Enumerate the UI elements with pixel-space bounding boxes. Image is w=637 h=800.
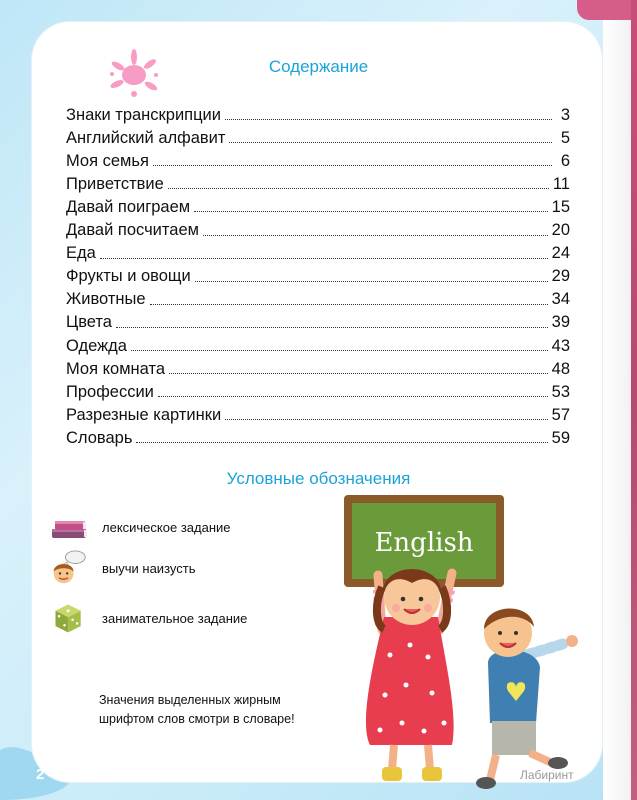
toc-item[interactable] xyxy=(66,262,570,285)
legend-item-entertaining xyxy=(46,600,247,636)
legend-item-lexical xyxy=(46,509,231,545)
children-with-board-illustration xyxy=(340,495,600,795)
toc-item-page: 11 xyxy=(552,174,570,193)
toc-leader-dots xyxy=(195,281,548,282)
toc-item[interactable] xyxy=(66,146,570,169)
toc-item[interactable] xyxy=(66,123,570,146)
toc-item-label: Цвета xyxy=(66,313,112,332)
toc-item[interactable] xyxy=(66,215,570,238)
toc-leader-dots xyxy=(225,119,552,120)
toc-item-page: 48 xyxy=(551,359,570,378)
toc-leader-dots xyxy=(169,373,548,374)
toc-item[interactable] xyxy=(66,192,570,215)
toc-item-label: Одежда xyxy=(66,336,127,355)
toc-item-label: Знаки транскрипции xyxy=(66,105,221,124)
toc-item[interactable] xyxy=(66,239,570,262)
contents-title: Содержание xyxy=(268,57,369,76)
toc-item[interactable] xyxy=(66,308,570,331)
thinking-child-icon xyxy=(46,550,92,586)
toc-item-page: 15 xyxy=(551,197,570,216)
table-of-contents xyxy=(66,100,570,446)
legend-label: занимательное задание xyxy=(102,610,248,626)
toc-item-page: 5 xyxy=(560,128,570,147)
dictionary-note xyxy=(99,691,359,729)
page-number: 2 xyxy=(36,766,45,783)
toc-item[interactable] xyxy=(66,377,570,400)
toc-leader-dots xyxy=(131,350,548,351)
toc-item-page: 6 xyxy=(560,151,570,170)
books-icon xyxy=(46,509,92,545)
toc-item[interactable] xyxy=(66,423,570,446)
toc-item-page: 53 xyxy=(551,382,570,401)
toc-item-label: Английский алфавит xyxy=(66,128,226,147)
toc-leader-dots xyxy=(158,396,548,397)
toc-leader-dots xyxy=(225,419,547,420)
toc-leader-dots xyxy=(150,304,548,305)
toc-item-page: 34 xyxy=(551,290,570,309)
toc-item-label: Разрезные картинки xyxy=(66,405,222,424)
book-edge xyxy=(631,0,637,800)
toc-item-label: Давай посчитаем xyxy=(66,221,199,240)
toc-item[interactable] xyxy=(66,331,570,354)
legend-item-memorize xyxy=(46,550,195,586)
toc-item-label: Приветствие xyxy=(66,174,164,193)
toc-item-label: Фрукты и овощи xyxy=(66,267,191,286)
legend-title: Условные обозначения xyxy=(226,469,411,488)
toc-leader-dots xyxy=(100,258,548,259)
toc-item-page: 43 xyxy=(551,336,570,355)
toc-item-label: Животные xyxy=(66,290,146,309)
toc-item[interactable] xyxy=(66,285,570,308)
toc-item-label: Словарь xyxy=(66,428,133,447)
legend-label: выучи наизусть xyxy=(102,560,196,576)
toc-item-page: 57 xyxy=(551,405,570,424)
toc-leader-dots xyxy=(116,327,548,328)
toc-leader-dots xyxy=(136,442,547,443)
dice-icon xyxy=(46,600,92,636)
top-corner-tab xyxy=(577,0,637,20)
note-line: Значения выделенных жирным xyxy=(99,693,281,707)
toc-item-page: 59 xyxy=(551,428,570,447)
toc-leader-dots xyxy=(203,235,548,236)
toc-item-page: 20 xyxy=(551,221,570,240)
toc-item[interactable] xyxy=(66,169,570,192)
toc-leader-dots xyxy=(229,142,552,143)
note-line: шрифтом слов смотри в словаре! xyxy=(99,712,295,726)
toc-item-label: Моя комната xyxy=(66,359,166,378)
toc-item[interactable] xyxy=(66,400,570,423)
toc-item-page: 39 xyxy=(551,313,570,332)
toc-item[interactable] xyxy=(66,354,570,377)
toc-item-page: 24 xyxy=(551,244,570,263)
toc-item-label: Еда xyxy=(66,244,96,263)
toc-item-label: Моя семья xyxy=(66,151,149,170)
toc-item-label: Давай поиграем xyxy=(66,197,191,216)
toc-leader-dots xyxy=(153,165,552,166)
watermark: Лабиринт xyxy=(520,768,574,782)
toc-leader-dots xyxy=(194,211,548,212)
toc-leader-dots xyxy=(168,188,549,189)
toc-item-page: 29 xyxy=(551,267,570,286)
board-text: English xyxy=(374,528,474,558)
toc-item-label: Профессии xyxy=(66,382,154,401)
toc-item[interactable] xyxy=(66,100,570,123)
toc-item-page: 3 xyxy=(560,105,570,124)
legend-label: лексическое задание xyxy=(102,519,231,535)
